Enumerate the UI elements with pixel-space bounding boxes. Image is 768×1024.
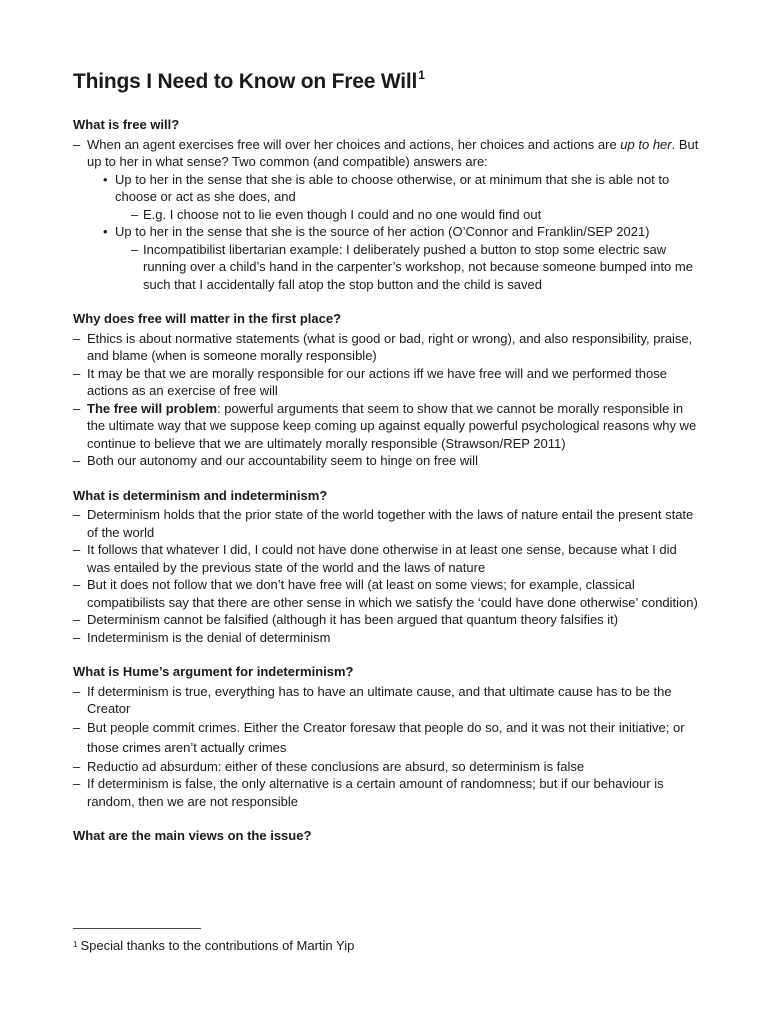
section-heading: What is Hume’s argument for indeterminism? bbox=[73, 664, 354, 679]
section-hume-argument bbox=[73, 663, 703, 810]
section-why-free-will-matters bbox=[73, 310, 703, 470]
section-heading: Why does free will matter in the first place? bbox=[73, 311, 342, 326]
section-determinism bbox=[73, 487, 703, 647]
title-footnote-marker[interactable]: 1 bbox=[418, 68, 425, 82]
sub-sub-list-item: – Incompatibilist libertarian example: I deliberately pushed a button to stop some electric saw running over a child’s hand in the carpenter’s workshop, not because someone bumped into me such that I accidentally fall atop the stop button and the child is saved bbox=[129, 241, 703, 294]
document-title bbox=[73, 68, 703, 94]
list-item: – But people commit crimes. Either the Creator foresaw that people do so, and it was not their initiative; or those crimes aren’t actually crimes bbox=[73, 718, 703, 758]
sub-sub-list bbox=[115, 241, 703, 294]
list-item: – If determinism is false, the only alternative is a certain amount of randomness; but if our behaviour is random, then we are not responsible bbox=[73, 775, 703, 810]
sub-sub-list bbox=[115, 206, 703, 224]
list-item: – But it does not follow that we don’t have free will (at least on some views; for example, classical compatibilists say that there are other sense in which we satisfy the ‘could have done otherwise’ condition) bbox=[73, 576, 703, 611]
bullet-list bbox=[73, 683, 703, 811]
title-text: Things I Need to Know on Free Will bbox=[73, 70, 418, 93]
bullet-list bbox=[73, 506, 703, 646]
list-item: – It follows that whatever I did, I could not have done otherwise in at least one sense, because what I did was entailed by the previous state of the world and the laws of nature bbox=[73, 541, 703, 576]
list-item: – When an agent exercises free will over her choices and actions, her choices and actions are up to her. But up to her in what sense? Two common (and compatible) answers are: • Up to her in the sense that she is able to choose otherwise, or at minimum that she is able not to choose or act as she does, and – E.g. I choose not to lie even though I could and no one would find out • Up to her in the sense that she is the source of her action (O’Connor and Franklin/SEP 2021) – Incompatibilist libertarian example: I deliberately pushed a button to stop some electric saw running over a child’s hand in the carpenter’s workshop, not because someone bumped into me such that I accidentally fall atop the stop button and the child is saved bbox=[73, 136, 703, 294]
section-what-is-free-will bbox=[73, 116, 703, 293]
sub-list bbox=[87, 171, 703, 294]
list-item: – Indeterminism is the denial of determinism bbox=[73, 629, 703, 647]
section-heading: What are the main views on the issue? bbox=[73, 828, 312, 843]
document-body bbox=[73, 68, 703, 862]
footnote-divider bbox=[73, 928, 201, 929]
bold-term: The free will problem bbox=[87, 400, 218, 416]
list-item: – It may be that we are morally responsible for our actions iff we have free will and we performed those actions as an exercise of free will bbox=[73, 365, 703, 400]
list-item: – Both our autonomy and our accountability seem to hinge on free will bbox=[73, 452, 703, 470]
footnote bbox=[73, 938, 354, 953]
list-item: – If determinism is true, everything has to have an ultimate cause, and that ultimate cause has to be the Creator bbox=[73, 683, 703, 718]
list-item: – Determinism cannot be falsified (although it has been argued that quantum theory falsifies it) bbox=[73, 611, 703, 629]
section-main-views bbox=[73, 827, 703, 845]
section-heading: What is determinism and indeterminism? bbox=[73, 487, 328, 503]
list-item: – The free will problem: powerful arguments that seem to show that we cannot be morally responsible in the ultimate way that we suppose keep coming up against equally powerful psychological reasons why we continue to believe that we are ultimately morally responsible (Strawson/REP 2011) bbox=[73, 400, 703, 453]
sub-list-item: • Up to her in the sense that she is the source of her action (O’Connor and Franklin/SEP 2021) – Incompatibilist libertarian example: I deliberately pushed a button to stop some electric saw running over a child’s hand in the carpenter’s workshop, not because someone bumped into me such that I accidentally fall atop the stop button and the child is saved bbox=[101, 223, 703, 293]
bullet-list bbox=[73, 330, 703, 470]
footnote-marker: 1 bbox=[73, 940, 78, 949]
list-item: – Reductio ad absurdum: either of these conclusions are absurd, so determinism is false bbox=[73, 758, 703, 776]
emphasis-text: up to her bbox=[620, 136, 672, 152]
footnote-text: Special thanks to the contributions of Martin Yip bbox=[80, 938, 355, 953]
list-item: – Ethics is about normative statements (what is good or bad, right or wrong), and also responsibility, praise, and blame (when is someone morally responsible) bbox=[73, 330, 703, 365]
sub-list-item: • Up to her in the sense that she is able to choose otherwise, or at minimum that she is able not to choose or act as she does, and – E.g. I choose not to lie even though I could and no one would find out bbox=[101, 171, 703, 224]
section-heading: What is free will? bbox=[73, 117, 180, 132]
bullet-list bbox=[73, 136, 703, 294]
list-item: – Determinism holds that the prior state of the world together with the laws of nature entail the present state of the world bbox=[73, 506, 703, 541]
sub-sub-list-item: – E.g. I choose not to lie even though I could and no one would find out bbox=[129, 206, 703, 224]
